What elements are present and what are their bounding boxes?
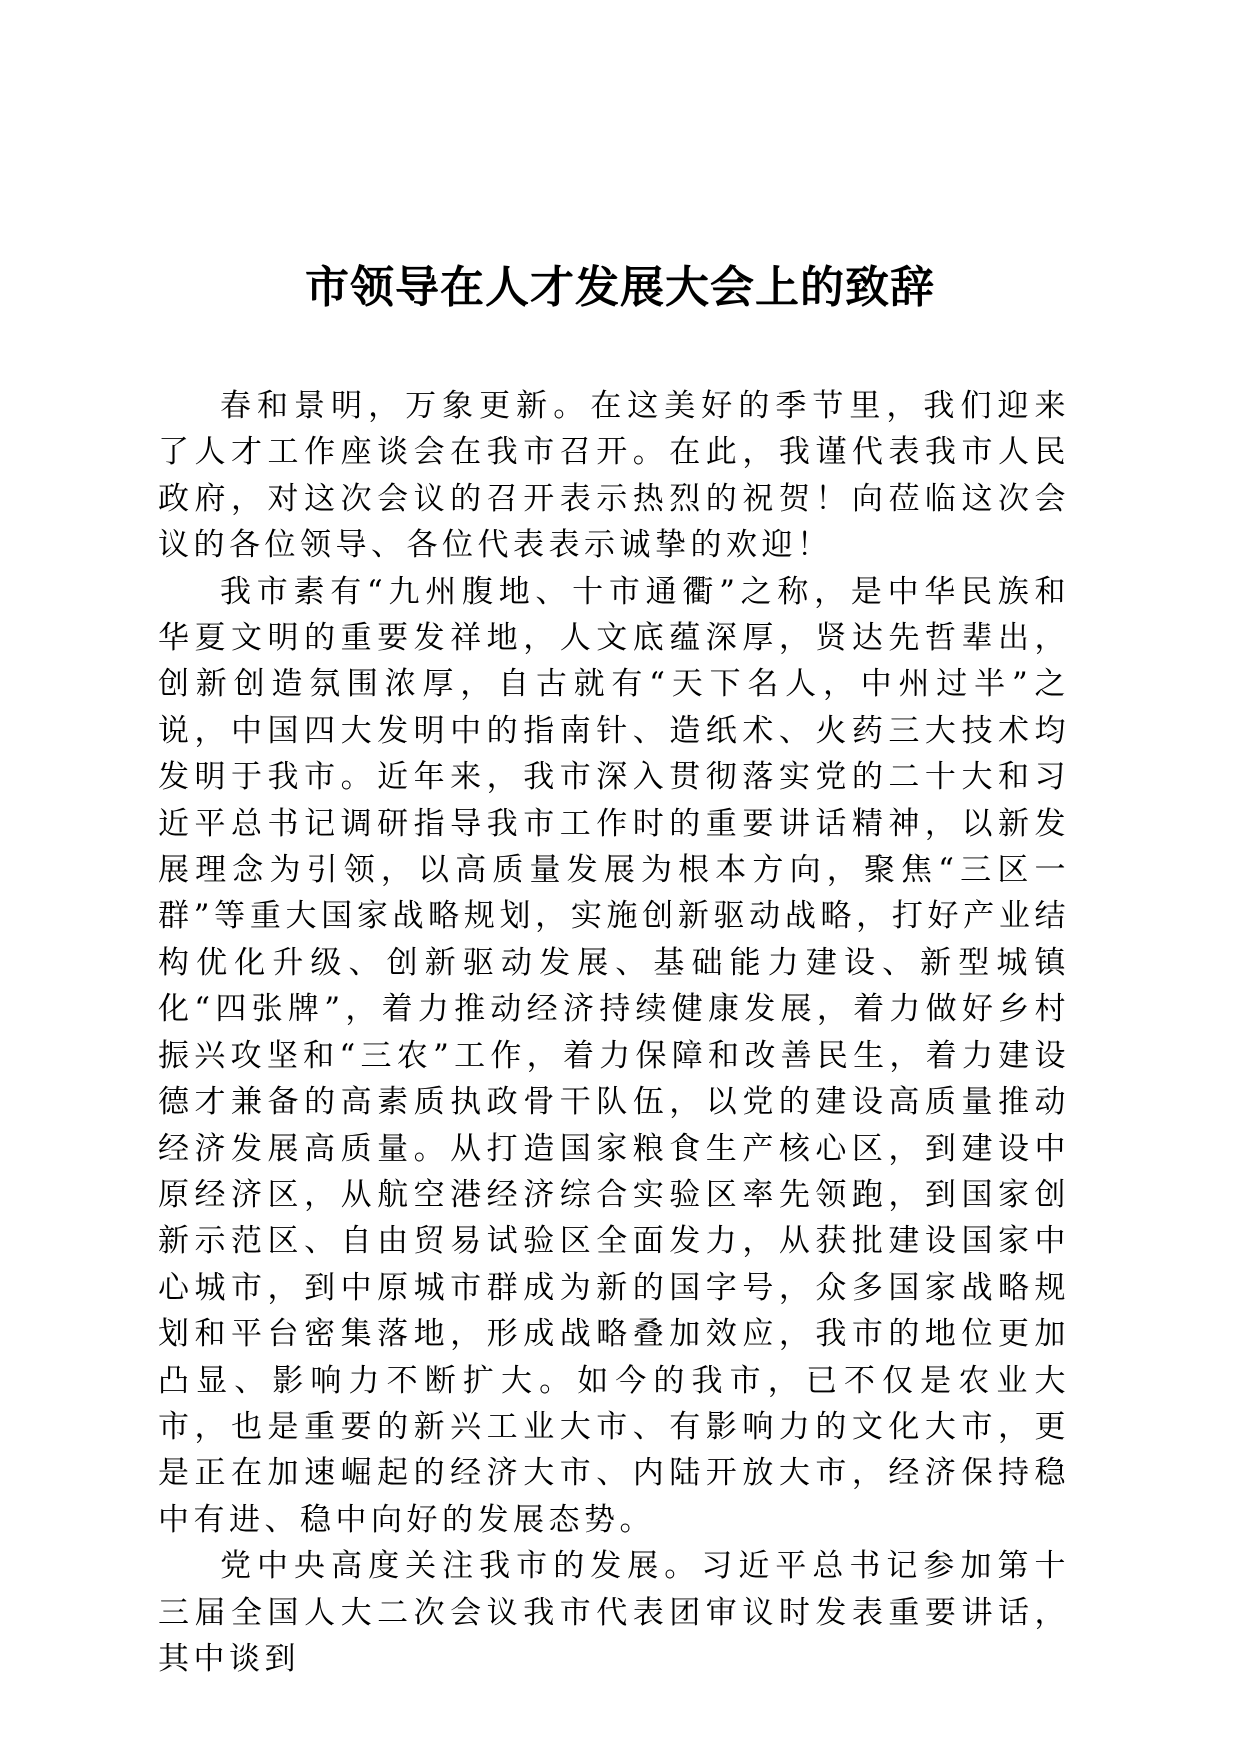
document-title: 市领导在人才发展大会上的致辞 xyxy=(305,262,935,313)
paragraph-city-overview: 我市素有“九州腹地、十市通衢”之称，是中华民族和华夏文明的重要发祥地，人文底蕴深厚，贤达先哲辈出，创新创造氛围浓厚，自古就有“天下名人，中州过半”之说，中国四大发明中的指南针、造纸术、火药三大技术均发明于我市。近年来，我市深入贯彻落实党的二十大和习近平总书记调研指导我市工作时的重要讲话精神，以新发展理念为引领，以高质量发展为根本方向，聚焦“三区一群”等重大国家战略规划，实施创新驱动战略，打好产业结构优化升级、创新驱动发展、基础能力建设、新型城镇化“四张牌”，着力推动经济持续健康发展，着力做好乡村振兴攻坚和“三农”工作，着力保障和改善民生，着力建设德才兼备的高素质执政骨干队伍，以党的建设高质量推动经济发展高质量。从打造国家粮食生产核心区，到建设中原经济区，从航空港经济综合实验区率先领跑，到国家创新示范区、自由贸易试验区全面发力，从获批建设国家中心城市，到中原城市群成为新的国字号，众多国家战略规划和平台密集落地，形成战略叠加效应，我市的地位更加凸显、影响力不断扩大。如今的我市，已不仅是农业大市，也是重要的新兴工业大市、有影响力的文化大市，更是正在加速崛起的经济大市、内陆开放大市，经济保持稳中有进、稳中向好的发展态势。 xyxy=(158,573,1070,1538)
paragraph-central-attention: 党中央高度关注我市的发展。习近平总书记参加第十三届全国人大二次会议我市代表团审议时发表重要讲话，其中谈到 xyxy=(158,1548,1070,1677)
document-body xyxy=(158,383,1070,1682)
paragraph-opening: 春和景明，万象更新。在这美好的季节里，我们迎来了人才工作座谈会在我市召开。在此，我谨代表我市人民政府，对这次会议的召开表示热烈的祝贺！向莅临这次会议的各位领导、各位代表表示诚挚的欢迎！ xyxy=(158,388,1070,564)
